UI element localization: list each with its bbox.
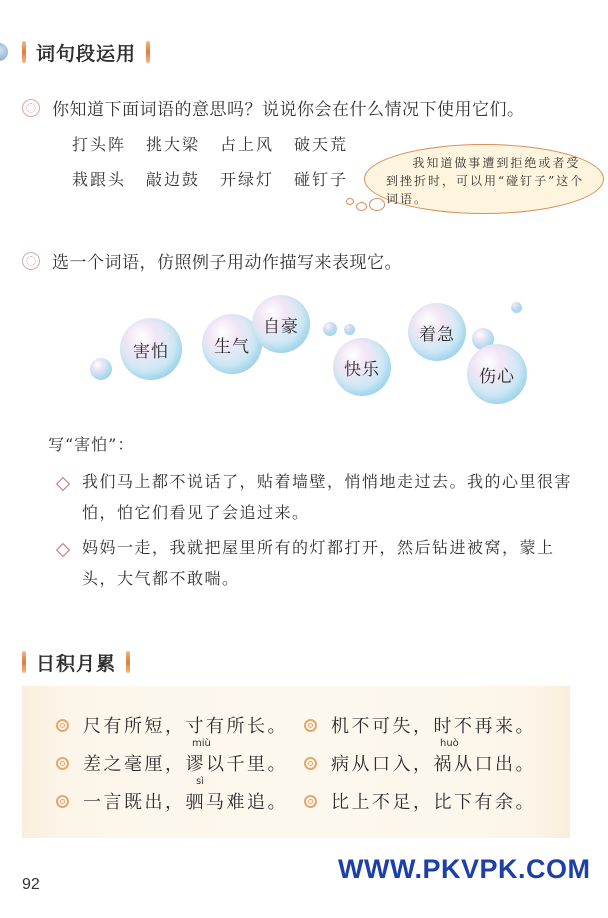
proverb-text: 病从口入，祸从口出。 xyxy=(331,754,536,775)
proverb-text: 尺有所短，寸有所长。 xyxy=(83,716,288,737)
emotion-bubble xyxy=(252,295,310,353)
ring-bullet-icon xyxy=(56,719,69,732)
flower-bullet-icon xyxy=(22,252,40,270)
proverb-text: 差之毫厘，谬以千里。 xyxy=(83,754,288,775)
word-item: 碰钉子 xyxy=(294,170,349,189)
pinyin-annotation: huò xyxy=(440,738,459,749)
question-2 xyxy=(22,248,402,273)
small-bubble-icon xyxy=(90,358,112,380)
emotion-bubble xyxy=(467,344,527,404)
proverb-item xyxy=(304,750,536,776)
watermark: WWW.PKVPK.COM xyxy=(338,854,591,884)
emotion-label: 着急 xyxy=(419,324,455,345)
example-text: 我们马上都不说话了，贴着墙壁，悄悄地走过去。我的心里很害怕，怕它们看见了会追过来。 xyxy=(82,472,573,522)
word-item: 挑大梁 xyxy=(146,135,201,154)
thought-dot-icon xyxy=(346,198,354,205)
word-list xyxy=(72,132,368,190)
header-bar-right xyxy=(146,41,150,63)
word-item: 开绿灯 xyxy=(220,170,275,189)
ring-bullet-icon xyxy=(304,795,317,808)
example-item xyxy=(54,472,574,528)
small-bubble-icon xyxy=(323,322,337,336)
word-item: 破天荒 xyxy=(294,135,349,154)
section-header-usage xyxy=(22,37,150,67)
ring-bullet-icon xyxy=(304,757,317,770)
section-title: 日积月累 xyxy=(36,652,117,675)
thought-dot-icon xyxy=(369,198,385,211)
header-bar-left xyxy=(22,651,26,673)
emotion-label: 快乐 xyxy=(344,359,380,380)
word-item: 栽跟头 xyxy=(72,170,127,189)
page-number: 92 xyxy=(22,876,40,893)
section-header-accumulation xyxy=(22,647,130,677)
question-1-prompt: 你知道下面词语的意思吗？说说你会在什么情况下使用它们。 xyxy=(52,100,525,120)
pinyin-annotation: miù xyxy=(192,738,211,749)
ring-bullet-icon xyxy=(56,757,69,770)
diamond-bullet-icon xyxy=(56,543,70,557)
proverb-text: 比上不足，比下有余。 xyxy=(331,792,536,813)
proverb-text: 一言既出，驷马难追。 xyxy=(83,792,288,813)
small-bubble-icon xyxy=(344,324,355,335)
decorative-dot-icon xyxy=(0,43,8,61)
write-label: 写“害怕”： xyxy=(48,435,135,454)
flower-bullet-icon xyxy=(22,99,40,117)
emotion-label: 自豪 xyxy=(263,316,299,337)
example-item xyxy=(54,538,574,594)
word-item: 占上风 xyxy=(220,135,275,154)
proverb-item xyxy=(56,712,288,738)
word-item: 打头阵 xyxy=(72,135,127,154)
diamond-bullet-icon xyxy=(56,477,70,491)
example-text: 妈妈一走，我就把屋里所有的灯都打开，然后钻进被窝，蒙上头，大气都不敢喘。 xyxy=(82,538,555,588)
emotion-bubble xyxy=(408,303,466,361)
header-bar-right xyxy=(126,651,130,673)
proverb-item xyxy=(304,712,536,738)
proverb-text: 机不可失，时不再来。 xyxy=(331,716,536,737)
emotion-bubble xyxy=(120,318,182,380)
proverb-item xyxy=(56,750,288,776)
proverb-item xyxy=(304,788,536,814)
emotion-label: 伤心 xyxy=(479,366,515,387)
ring-bullet-icon xyxy=(304,719,317,732)
pinyin-annotation: sì xyxy=(196,776,204,787)
thought-dot-icon xyxy=(356,202,367,211)
question-2-prompt: 选一个词语，仿照例子用动作描写来表现它。 xyxy=(52,253,402,273)
ring-bullet-icon xyxy=(56,795,69,808)
section-title: 词句段运用 xyxy=(36,42,137,65)
emotion-label: 生气 xyxy=(214,336,250,357)
header-bar-left xyxy=(22,41,26,63)
emotion-bubble xyxy=(333,338,391,396)
word-item: 敲边鼓 xyxy=(146,170,201,189)
proverb-item xyxy=(56,788,288,814)
question-1 xyxy=(22,95,525,120)
thought-bubble-text: 我知道做事遭到拒绝或者受到挫折时，可以用“碰钉子”这个词语。 xyxy=(386,156,585,206)
small-bubble-icon xyxy=(511,302,522,313)
emotion-label: 害怕 xyxy=(133,341,169,362)
